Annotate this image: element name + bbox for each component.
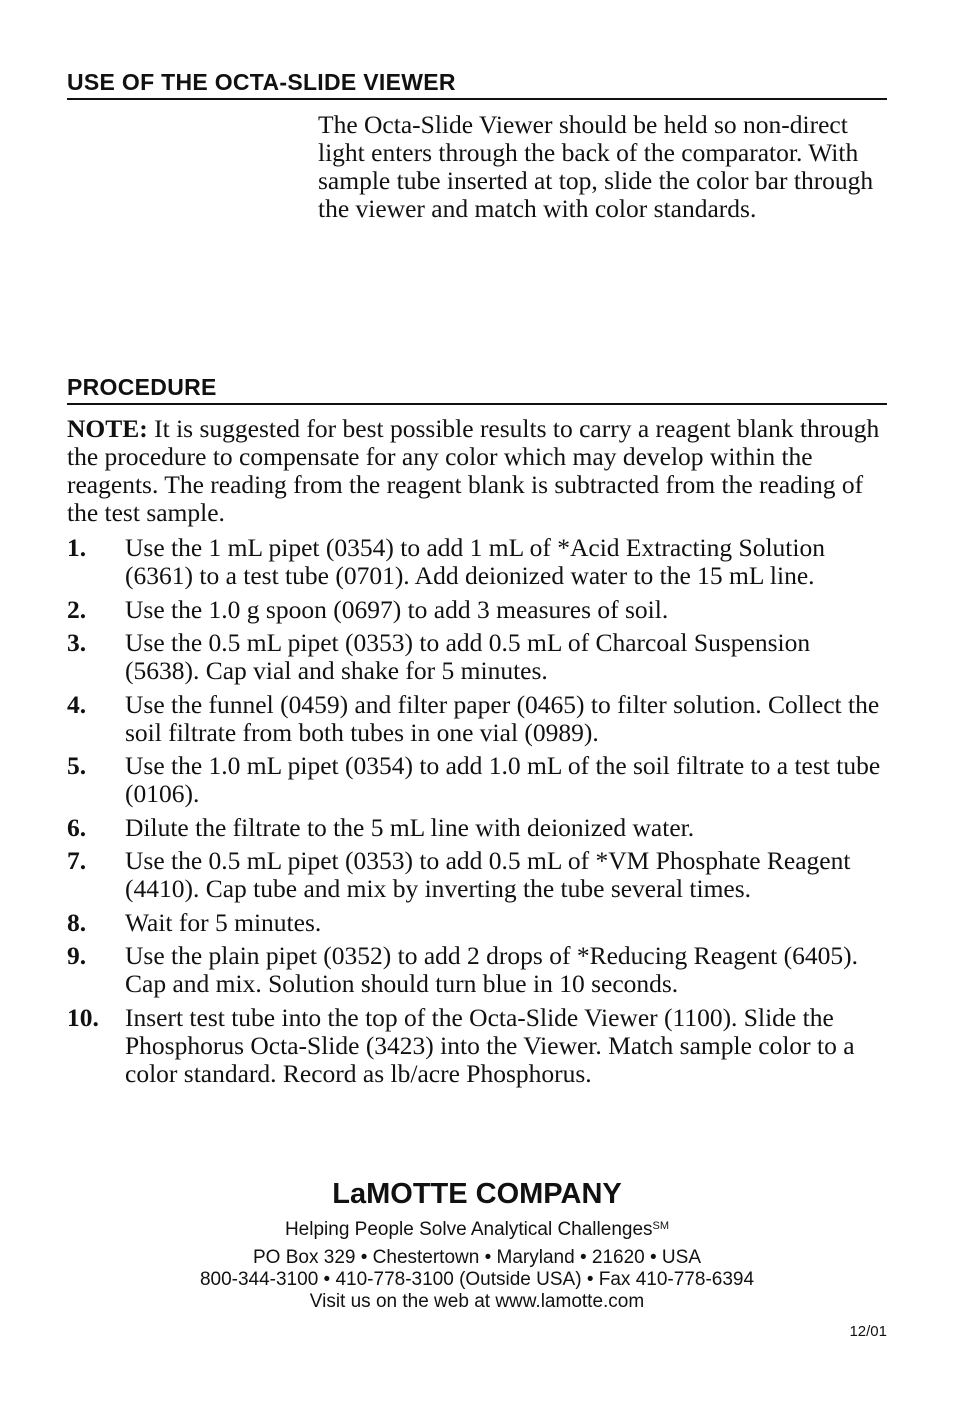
step-number: 4.	[67, 689, 87, 719]
step-text: Use the plain pipet (0352) to add 2 drops of *Reducing Reagent (6405). Cap and mix. Solution should turn blue in 10 seconds.	[125, 941, 858, 998]
step-number: 5.	[67, 751, 87, 780]
step-number: 10.	[67, 1002, 99, 1032]
procedure-note	[67, 415, 889, 527]
step-text: Use the 0.5 mL pipet (0353) to add 0.5 mL of *VM Phosphate Reagent (4410). Cap tube and mix by inverting the tube several times.	[125, 846, 851, 903]
note-text: It is suggested for best possible results to carry a reagent blank through the procedure to compensate for any color which may develop within the reagents. The reading from the reagent blank is subtracted from the reading of the test sample.	[67, 414, 880, 527]
step-text: Use the 1 mL pipet (0354) to add 1 mL of *Acid Extracting Solution (6361) to a test tube (0701). Add deionized water to the 15 mL line.	[125, 533, 825, 590]
procedure-step	[67, 1004, 889, 1088]
company-name: LaMOTTE COMPANY	[332, 1178, 622, 1210]
step-number: 3.	[67, 628, 87, 657]
step-text: Use the 1.0 mL pipet (0354) to add 1.0 mL of the soil filtrate to a test tube (0106).	[125, 751, 881, 808]
company-address	[67, 1247, 887, 1313]
step-text: Insert test tube into the top of the Octa-Slide Viewer (1100). Slide the Phosphorus Octa-Slide (3423) into the Viewer. Match sample color to a color standard. Record as lb/acre Phosphorus.	[125, 1002, 855, 1088]
step-text: Use the 0.5 mL pipet (0353) to add 0.5 mL of Charcoal Suspension (5638). Cap vial and shake for 5 minutes.	[125, 628, 811, 685]
website-line: Visit us on the web at www.lamotte.com	[309, 1291, 645, 1312]
company-tagline	[67, 1214, 887, 1242]
procedure-step	[67, 596, 889, 624]
phone-line: 800-344-3100 • 410-778-3100 (Outside USA) • Fax 410-778-6394	[199, 1269, 755, 1290]
procedure-step	[67, 691, 889, 747]
revision-date: 12/01	[849, 1323, 887, 1340]
step-text: Use the funnel (0459) and filter paper (0465) to filter solution. Collect the soil filtrate from both tubes in one vial (0989).	[125, 689, 880, 747]
procedure-steps	[67, 534, 889, 1093]
tagline-text: Helping People Solve Analytical Challenges	[284, 1219, 653, 1240]
section-heading-octa-slide-viewer: USE OF THE OCTA-SLIDE VIEWER	[67, 68, 887, 100]
note-label: NOTE:	[67, 414, 148, 443]
step-text: Dilute the filtrate to the 5 mL line with deionized water.	[125, 812, 695, 842]
procedure-step	[67, 909, 889, 937]
procedure-step	[67, 814, 889, 842]
procedure-step	[67, 534, 889, 590]
step-number: 8.	[67, 907, 87, 937]
step-text: Wait for 5 minutes.	[125, 907, 322, 937]
procedure-step	[67, 629, 889, 685]
step-number: 7.	[67, 846, 87, 875]
procedure-step	[67, 847, 889, 903]
octa-slide-viewer-instructions: The Octa-Slide Viewer should be held so non-direct light enters through the back of the comparator. With sample tube inserted at top, slide the color bar through the viewer and match with color standards.	[318, 110, 874, 223]
service-mark: SM	[652, 1220, 670, 1232]
step-text: Use the 1.0 g spoon (0697) to add 3 measures of soil.	[125, 594, 669, 624]
procedure-step	[67, 942, 889, 998]
step-number: 9.	[67, 941, 87, 970]
step-number: 6.	[67, 812, 87, 842]
section-heading-procedure: PROCEDURE	[67, 373, 887, 405]
step-number: 2.	[67, 594, 87, 624]
procedure-step	[67, 752, 889, 808]
address-line: PO Box 329 • Chestertown • Maryland • 21620 • USA	[253, 1247, 701, 1268]
step-number: 1.	[67, 533, 87, 562]
